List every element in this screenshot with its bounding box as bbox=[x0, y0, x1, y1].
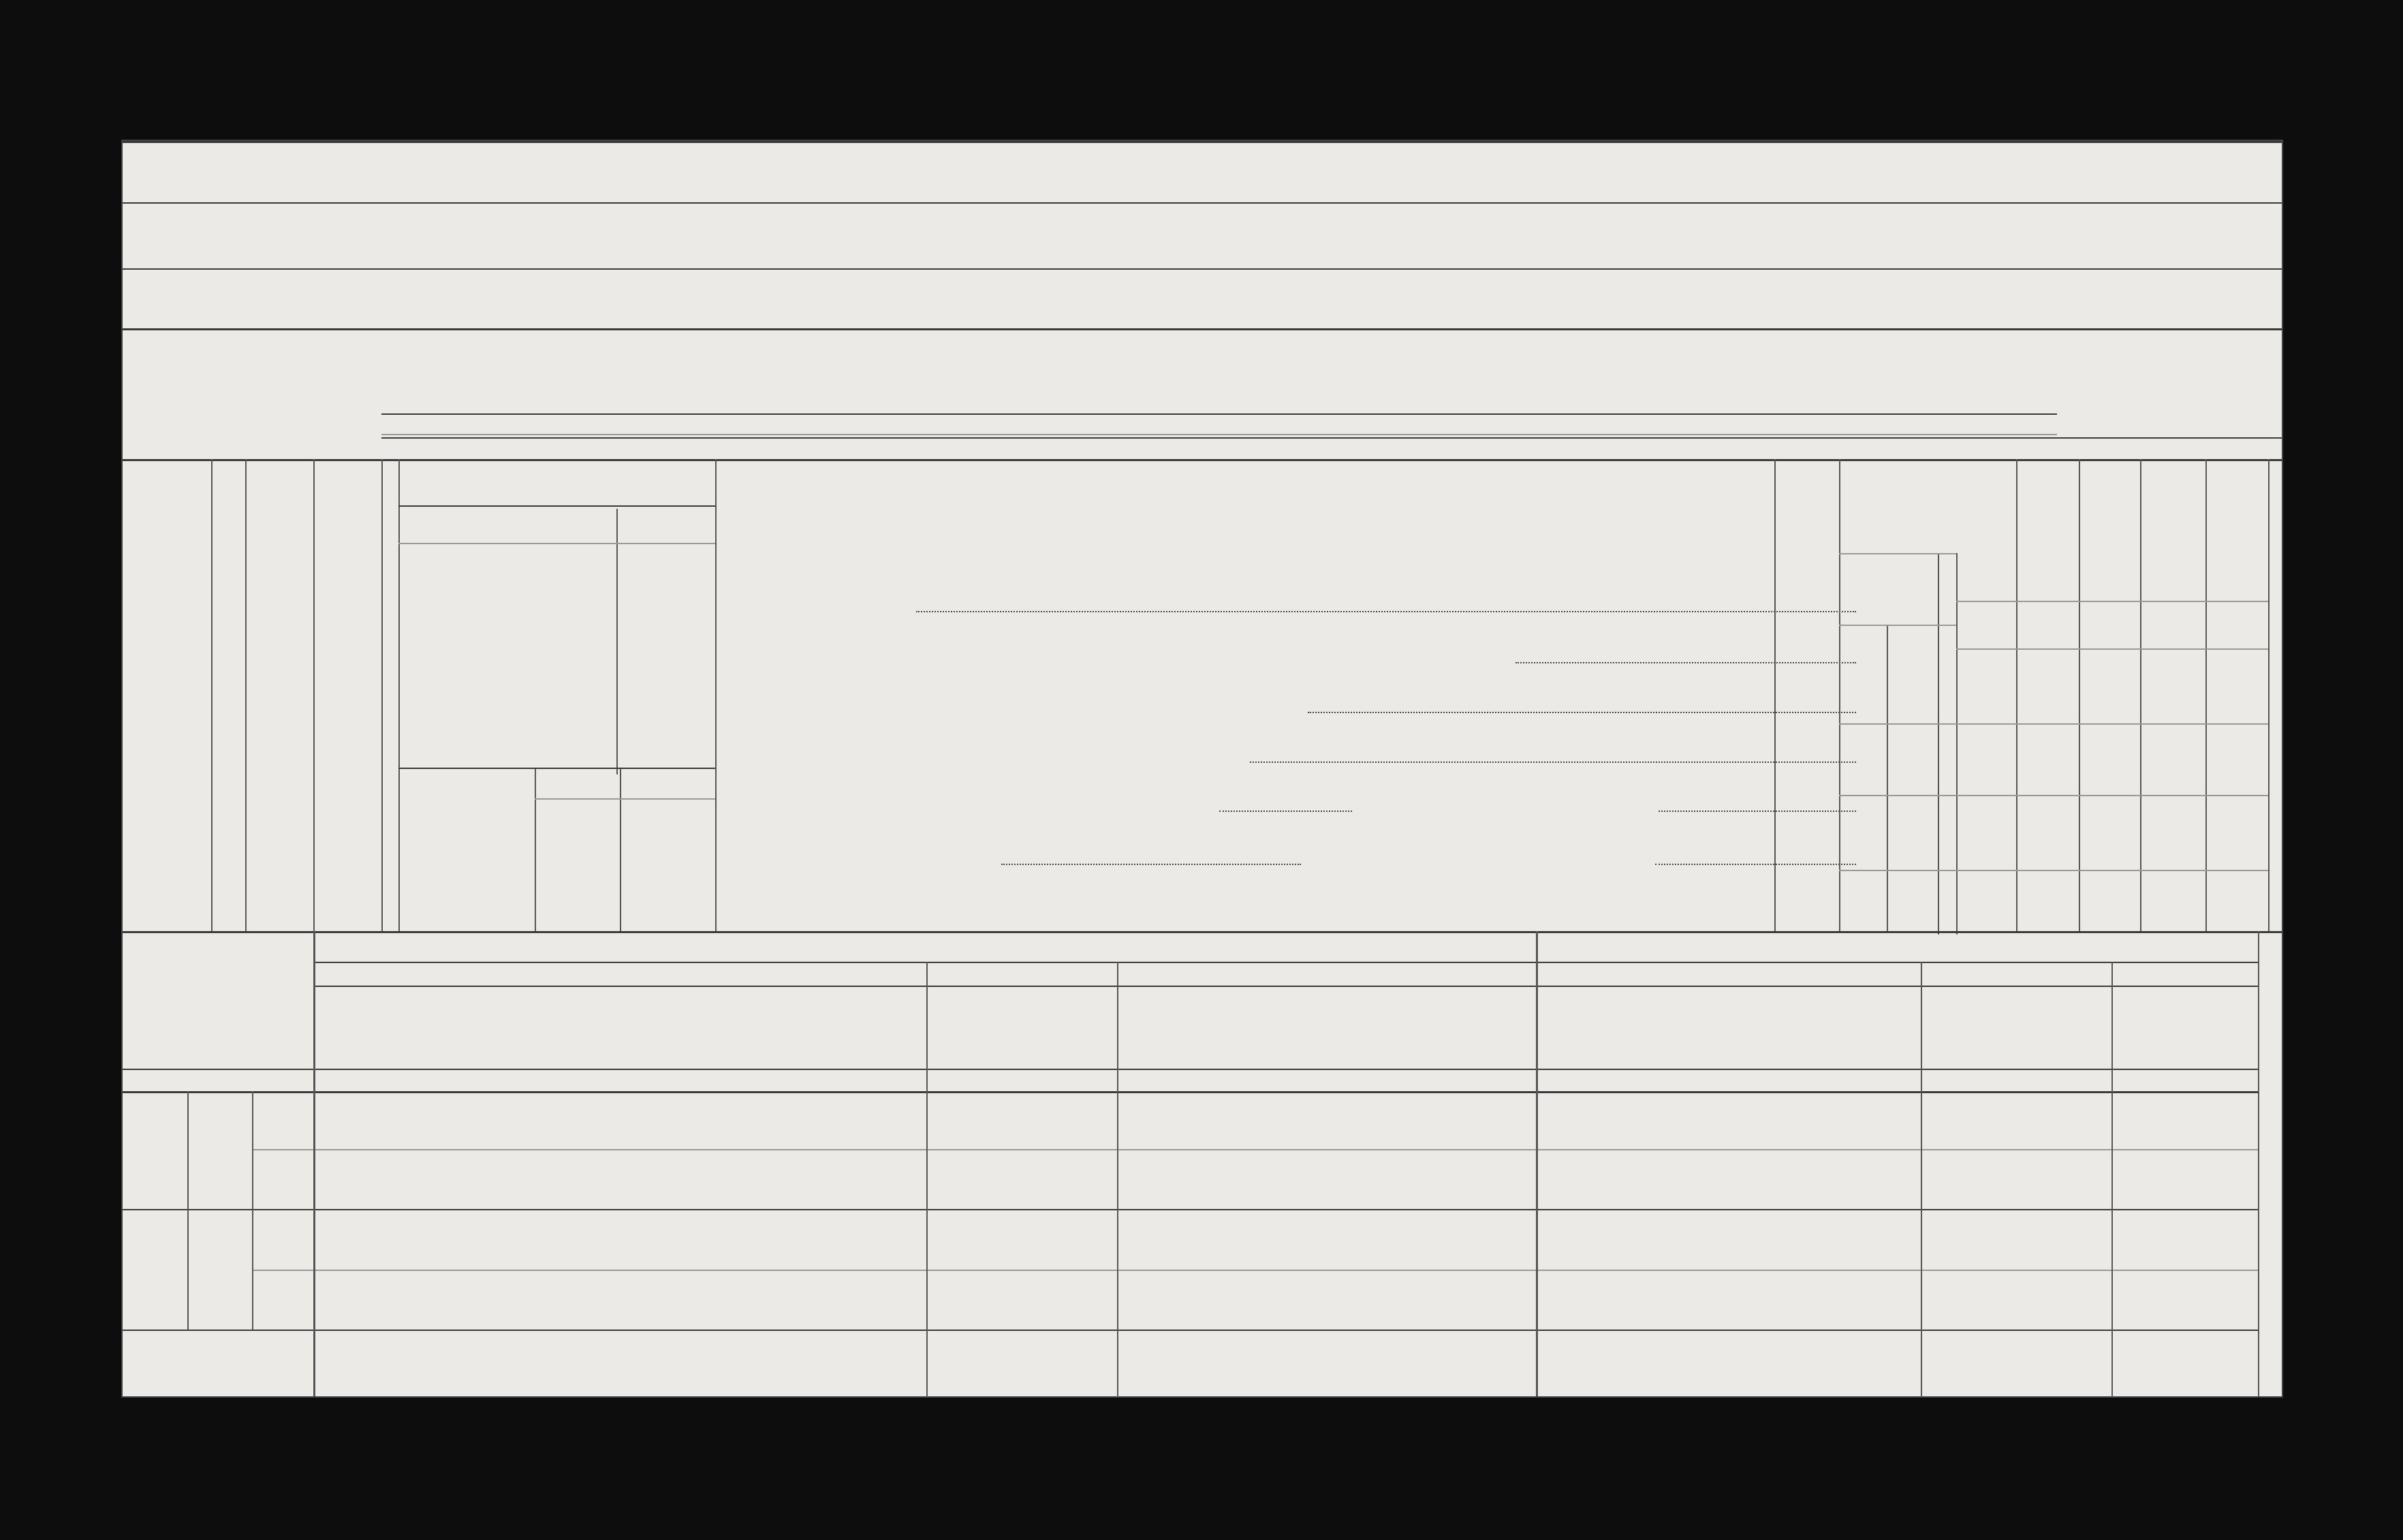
women-label bbox=[1863, 628, 1883, 723]
nadel-label bbox=[136, 1091, 177, 1200]
hired-workers-label bbox=[497, 502, 565, 883]
itogo-both bbox=[1876, 563, 1911, 638]
men-workers bbox=[1894, 740, 1934, 815]
population-label bbox=[1781, 522, 1836, 856]
census-card bbox=[121, 140, 2283, 1398]
vne-nadel-label bbox=[136, 1207, 191, 1330]
men-label bbox=[1863, 751, 1883, 846]
